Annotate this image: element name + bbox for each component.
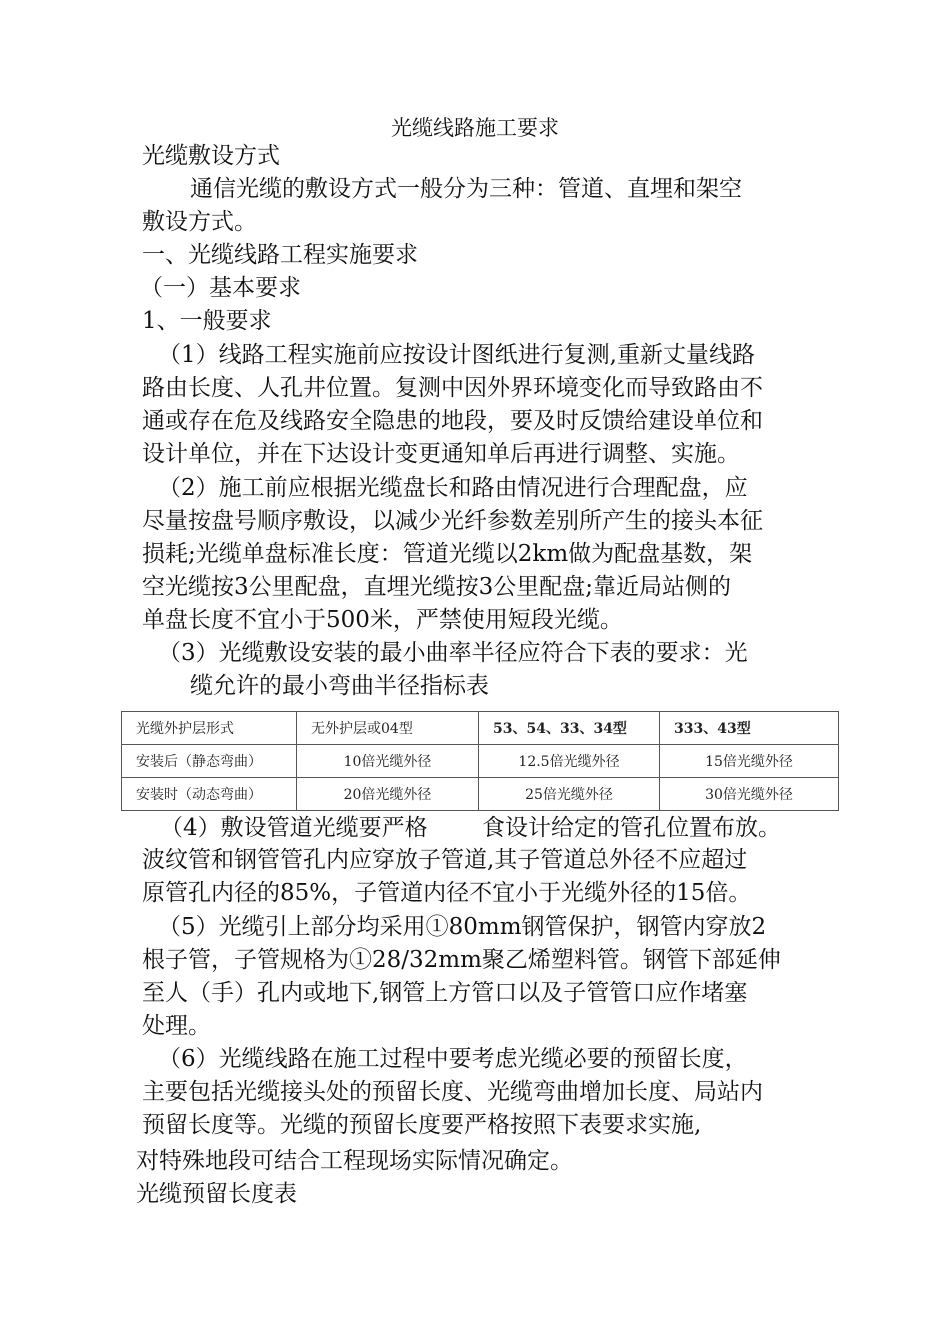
paragraph-line: （1）线路工程实施前应按设计图纸进行复测,重新丈量线路 [158, 342, 755, 368]
paragraph-line: （6）光缆线路在施工过程中要考虑光缆必要的预留长度， [158, 1046, 748, 1072]
paragraph-line: 主要包括光缆接头处的预留长度、光缆弯曲增加长度、局站内 [142, 1079, 763, 1105]
page-title: 光缆线路施工要求 [391, 116, 559, 140]
table-cell: 无外护层或04型 [297, 712, 479, 745]
table-cell: 10倍光缆外径 [297, 745, 479, 778]
paragraph-line: 对特殊地段可结合工程现场实际情况确定。 [136, 1148, 573, 1174]
paragraph-line: 波纹管和钢管管孔内应穿放子管道,其子管道总外径不应超过 [142, 847, 748, 873]
paragraph-line: 空光缆按3公里配盘，直埋光缆按3公里配盘;靠近局站侧的 [142, 574, 732, 600]
paragraph-line: 预留长度等。光缆的预留长度要严格按照下表要求实施, [142, 1112, 702, 1138]
table-row [122, 745, 839, 778]
paragraph-line: 单盘长度不宜小于500米，严禁使用短段光缆。 [142, 607, 623, 633]
table-cell: 光缆外护层形式 [122, 712, 297, 745]
section-heading: 一、光缆线路工程实施要求 [142, 242, 418, 268]
table-cell: 25倍光缆外径 [479, 778, 660, 811]
paragraph-line: 至人（手）孔内或地下,钢管上方管口以及子管管口应作堵塞 [142, 980, 748, 1006]
table-cell: 12.5倍光缆外径 [479, 745, 660, 778]
paragraph-line: （3）光缆敷设安装的最小曲率半径应符合下表的要求：光 [158, 640, 748, 666]
table-cell: 53、54、33、34型 [479, 712, 660, 745]
paragraph-line: （4）敷设管道光缆要严格 [160, 815, 428, 841]
table-row [122, 712, 839, 745]
section-heading: 光缆敷设方式 [142, 143, 280, 169]
paragraph-line: 损耗;光缆单盘标准长度：管道光缆以2km做为配盘基数，架 [142, 541, 753, 567]
paragraph-line: 敷设方式。 [142, 209, 257, 235]
subsection-heading: 1、一般要求 [142, 308, 272, 334]
paragraph-line: 处理。 [142, 1013, 211, 1039]
paragraph-line: 根子管，子管规格为①28/32mm聚乙烯塑料管。钢管下部延伸 [142, 947, 781, 973]
paragraph-line: （2）施工前应根据光缆盘长和路由情况进行合理配盘，应 [158, 475, 748, 501]
paragraph-line: 原管孔内径的85%，子管道内径不宜小于光缆外径的15倍。 [142, 880, 752, 906]
bend-radius-table [121, 711, 839, 811]
table-cell: 333、43型 [660, 712, 839, 745]
table-cell: 20倍光缆外径 [297, 778, 479, 811]
table-cell: 30倍光缆外径 [660, 778, 839, 811]
paragraph-line: 通信光缆的敷设方式一般分为三种：管道、直埋和架空 [190, 176, 742, 202]
table-caption: 缆允许的最小弯曲半径指标表 [190, 673, 489, 699]
paragraph-line: 尽量按盘号顺序敷设，以减少光纤参数差别所产生的接头本征 [142, 508, 763, 534]
paragraph-line: 通或存在危及线路安全隐患的地段，要及时反馈给建设单位和 [142, 408, 763, 434]
paragraph-line: 食设计给定的管孔位置布放。 [482, 815, 781, 841]
table-cell: 安装后（静态弯曲） [122, 745, 297, 778]
table-cell: 15倍光缆外径 [660, 745, 839, 778]
table-caption: 光缆预留长度表 [136, 1181, 297, 1207]
paragraph-line: 路由长度、人孔井位置。复测中因外界环境变化而导致路由不 [142, 375, 763, 401]
subsection-heading: （一）基本要求 [140, 275, 301, 301]
paragraph-line: （5）光缆引上部分均采用①80mm钢管保护，钢管内穿放2 [158, 914, 767, 940]
table-cell: 安装时（动态弯曲） [122, 778, 297, 811]
table-row [122, 778, 839, 811]
paragraph-line: 设计单位，并在下达设计变更通知单后再进行调整、实施。 [142, 441, 740, 467]
